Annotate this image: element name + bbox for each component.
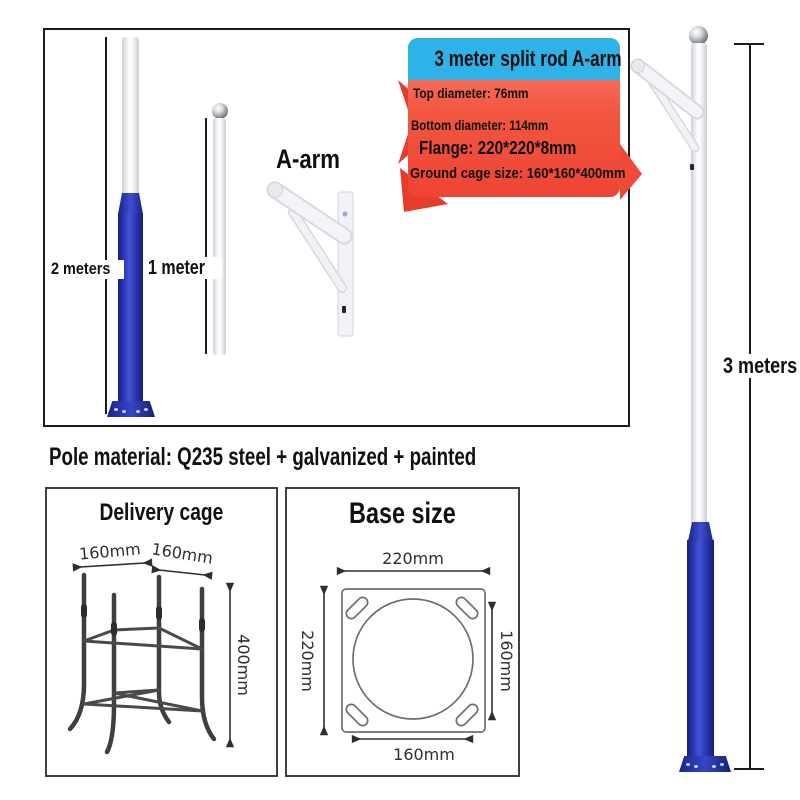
bolt-slot-bl: [344, 702, 369, 727]
spec-top-diameter: Top diameter: 76mm: [413, 85, 529, 101]
rod-ball-finial: [212, 103, 228, 119]
pole-screw: [342, 306, 346, 313]
base-size-title: Base size: [349, 497, 456, 530]
cage-dim-right-label: 160mm: [150, 539, 215, 568]
base-size-drawing: [287, 489, 518, 775]
pole-2m-taper: [118, 193, 143, 214]
pole-3m-a-arm: [618, 52, 713, 182]
spec-info-box: [396, 34, 648, 214]
cage-dim-left-label: 160mm: [78, 539, 142, 564]
flange-hole: [694, 765, 698, 768]
pole-3m-taper: [688, 522, 713, 541]
dimension-line-1m: [205, 118, 207, 354]
label-2-meters: 2 meters: [48, 260, 124, 279]
spec-ground-cage: Ground cage size: 160*160*400mm: [410, 165, 626, 182]
flange-hole: [122, 410, 126, 413]
flange-hole: [136, 410, 140, 413]
pole-2m-blue-section: [118, 213, 143, 402]
spec-flange: Flange: 220*220*8mm: [419, 138, 577, 158]
cage-dim-height-label: 400mm: [234, 634, 253, 696]
a-arm-tip: [268, 183, 283, 198]
flange-hole: [144, 408, 148, 411]
bolt-slot-tr: [454, 595, 479, 620]
base-dim-right-label: 160mm: [497, 630, 516, 692]
delivery-cage-title: Delivery cage: [99, 499, 224, 526]
pole-mark: [343, 212, 348, 217]
dimension-tick-top: [734, 43, 764, 45]
base-dim-left-label: 220mm: [298, 630, 317, 692]
delivery-cage-panel: [45, 487, 278, 777]
bolt-slot-tl: [344, 595, 369, 620]
flange-hole: [114, 408, 118, 411]
delivery-cage-drawing: [47, 489, 276, 775]
material-note: Pole material: Q235 steel + galvanized + painted: [49, 443, 477, 471]
pole-screw: [690, 164, 694, 170]
pole-2m-white-section: [122, 37, 139, 195]
label-1-meter: 1 meter: [145, 257, 222, 279]
label-a-arm: A-arm: [276, 144, 340, 174]
cage-structure: [70, 575, 214, 752]
dimension-line-2m: [105, 37, 107, 414]
label-3-meters: 3 meters: [720, 354, 800, 378]
spec-bottom-diameter: Bottom diameter: 114mm: [411, 117, 549, 133]
a-arm-drawing: [255, 178, 365, 343]
flange-plate-outline: [342, 589, 485, 732]
cage-dimension-arrows: [80, 563, 230, 740]
flange-hole: [712, 765, 716, 768]
dimension-line-3m: [749, 44, 751, 769]
base-dim-bottom-label: 160mm: [393, 745, 455, 764]
flange-hole: [720, 763, 724, 766]
flange-hole: [686, 763, 690, 766]
info-box-title: 3 meter split rod A-arm: [434, 46, 622, 71]
base-size-panel: [285, 487, 520, 777]
pole-3m-blue-section: [687, 540, 714, 757]
cage-braces: [84, 628, 202, 711]
dimension-tick-bottom: [734, 768, 764, 770]
rod-1m: [213, 118, 226, 355]
base-dim-top-label: 220mm: [382, 549, 444, 568]
a-arm-tip: [632, 60, 645, 73]
bolt-slot-br: [454, 702, 479, 727]
